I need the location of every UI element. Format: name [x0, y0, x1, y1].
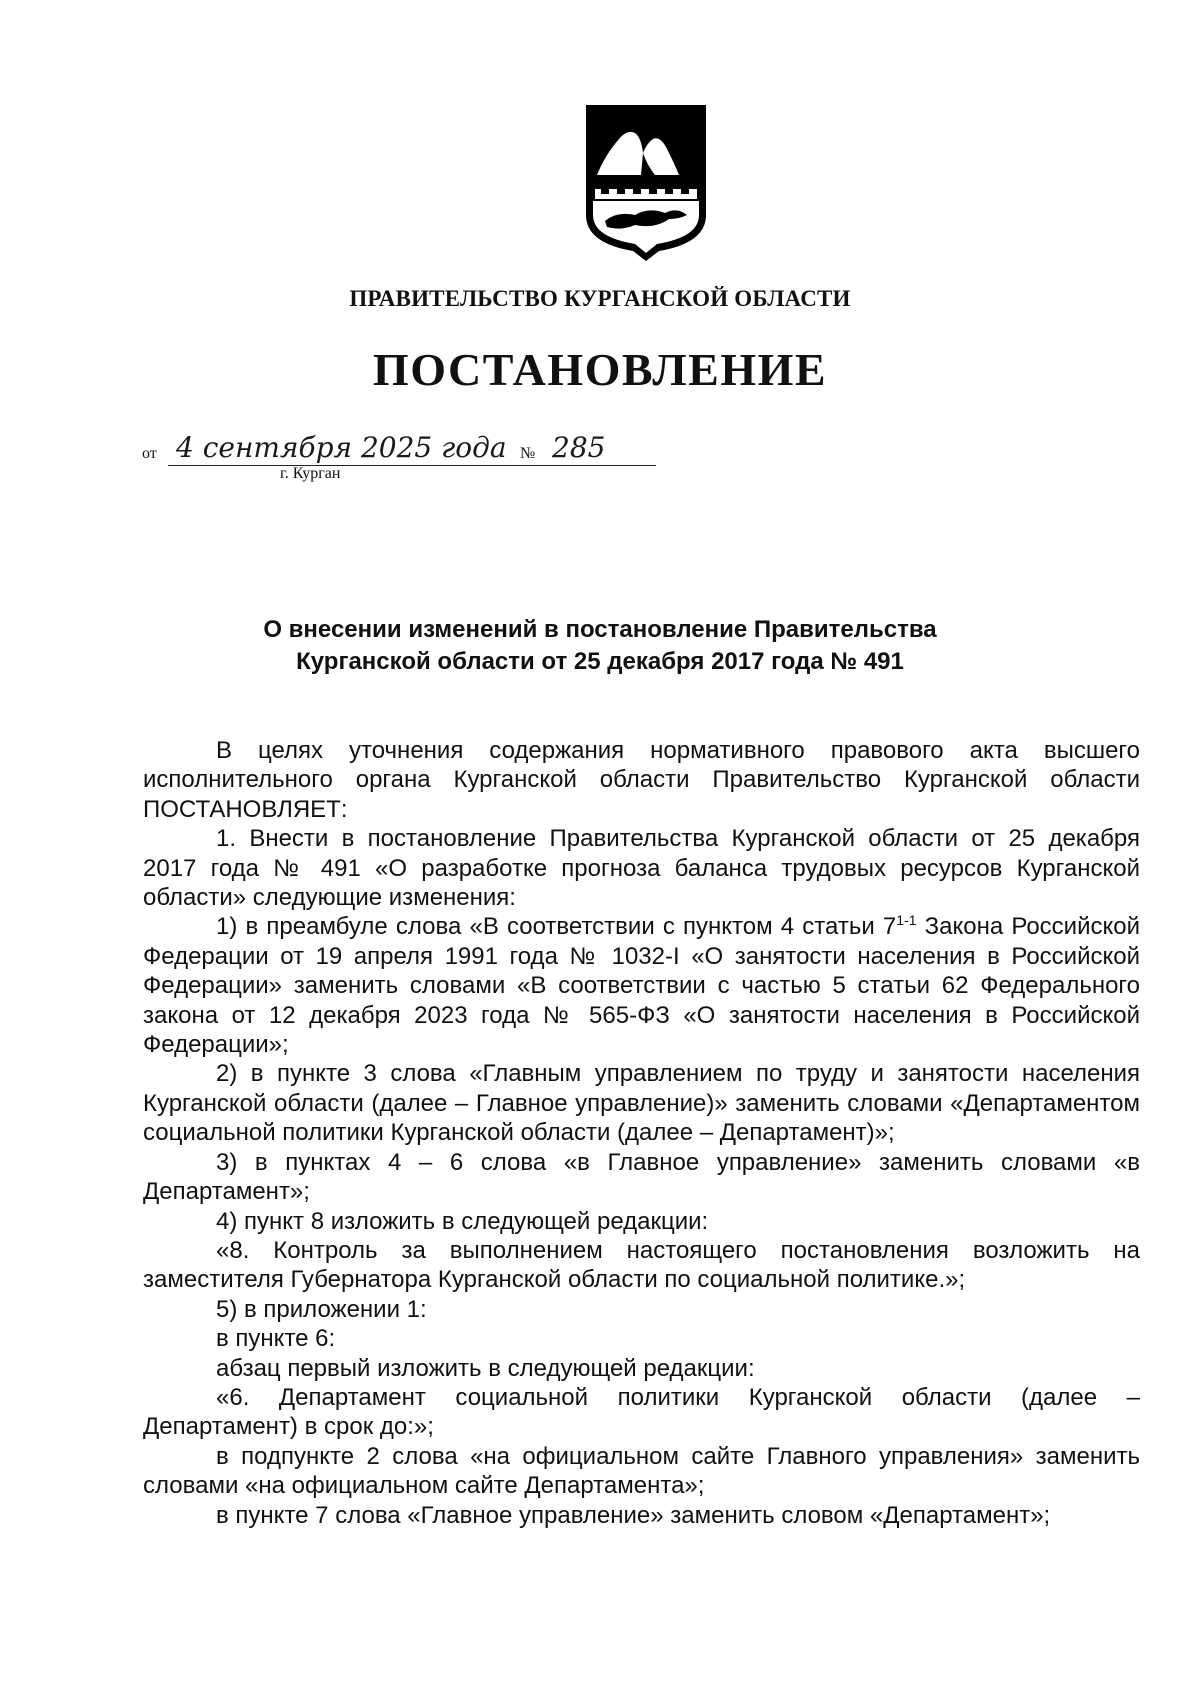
paragraph: 4) пункт 8 изложить в следующей редакции: [216, 1207, 709, 1235]
paragraph: 2) в пункте 3 слова «Главным управлением по труду и занятости населения Курганской области (далее – Главное управление)» заменить словами «Департаментом социальной политики Курганской области (далее – Департамент)»; [143, 1060, 1140, 1147]
coat-of-arms-emblem [583, 103, 709, 261]
handwritten-number: 285 [552, 431, 606, 464]
date-prefix: от [142, 445, 157, 462]
date-underline [168, 465, 656, 466]
superscript: 1-1 [896, 912, 917, 929]
paragraph: В целях уточнения содержания нормативного правового акта высшего исполнительного органа Курганской области Правительство Курганской области ПОСТАНОВЛЯЕТ: [143, 737, 1140, 823]
paragraph: «8. Контроль за выполнением настоящего постановления возложить на заместителя Губернатора Курганской области по социальной политике.»; [143, 1236, 1140, 1294]
paragraph: 1. Внести в постановление Правительства Курганской области от 25 декабря 2017 года № 491 «О разработке прогноза баланса трудовых ресурсов Курганской области» следующие изменения: [143, 825, 1140, 912]
paragraph: в пункте 7 слова «Главное управление» заменить словом «Департамент»; [216, 1501, 1051, 1529]
paragraph: абзац первый изложить в следующей редакции: [216, 1354, 755, 1382]
paragraph: в подпункте 2 слова «на официальном сайте Главного управления» заменить словами «на официальном сайте Департамента»; [143, 1442, 1140, 1500]
paragraph [143, 912, 1140, 1059]
title-line-1: О внесении изменений в постановление Правительства [263, 616, 937, 643]
paragraph: «6. Департамент социальной политики Курганской области (далее – Департамент) в срок до:»; [143, 1383, 1140, 1441]
paragraph-text: Закона Российской Федерации от 19 апреля 1991 года № 1032-I «О занятости населения в Российской Федерации» заменить словами «В соответствии с частью 5 статьи 62 Федерального закона от 12 декабря 2023 года № 565-ФЗ «О занятости населения в Российской Федерации»; [143, 913, 1140, 1059]
paragraph: 5) в приложении 1: [216, 1295, 427, 1323]
number-prefix: № [520, 445, 536, 462]
paragraph: в пункте 6: [216, 1325, 336, 1353]
document-body [143, 736, 1140, 1530]
handwritten-date: 4 сентября 2025 года [176, 431, 507, 464]
paragraph-text: 1) в преамбуле слова «В соответствии с пунктом 4 статьи 7 [216, 913, 897, 941]
organization-heading: ПРАВИТЕЛЬСТВО КУРГАНСКОЙ ОБЛАСТИ [349, 286, 851, 311]
city-label: г. Курган [280, 465, 341, 482]
document-type-heading: ПОСТАНОВЛЕНИЕ [372, 344, 828, 395]
paragraph: 3) в пунктах 4 – 6 слова «в Главное управление» заменить словами «в Департамент»; [143, 1148, 1140, 1206]
document-meta-row [142, 431, 662, 471]
title-line-2: Курганской области от 25 декабря 2017 года № 491 [296, 648, 904, 675]
document-title [0, 614, 1200, 678]
